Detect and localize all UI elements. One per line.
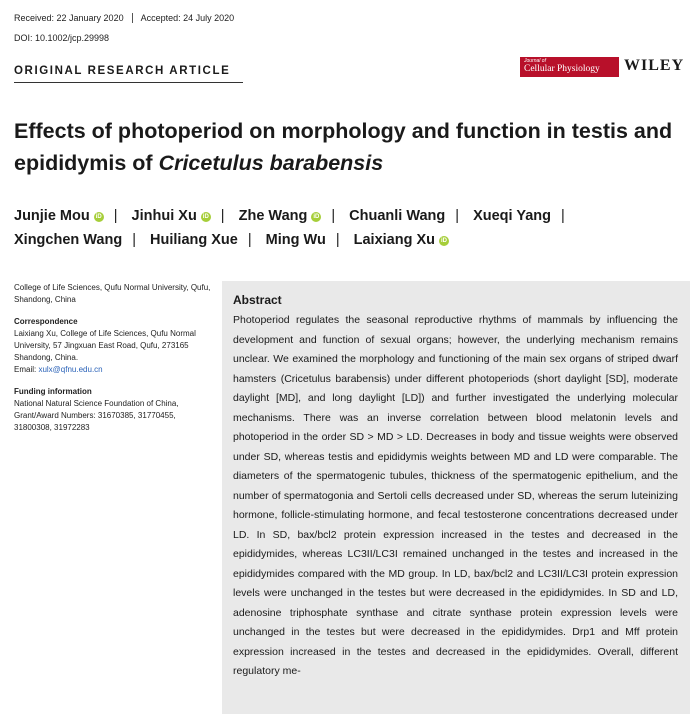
funding-heading: Funding information xyxy=(14,387,92,396)
author[interactable] xyxy=(14,208,104,224)
correspondence xyxy=(14,316,214,376)
author-name[interactable]: Junjie Mou xyxy=(14,208,90,224)
author-name[interactable]: Xingchen Wang xyxy=(14,232,123,248)
author-name[interactable]: Laixiang Xu xyxy=(353,232,436,248)
article-type-underline xyxy=(14,82,243,83)
author-name[interactable]: Jinhui Xu xyxy=(131,208,197,224)
abstract-text: Photoperiod regulates the seasonal reproductive rhythms of mammals by influencing the development and function of sexual organs; however, the underlying mechanism remains unclear. We examined the morphology and functioning of the main sex organs of striped dwarf hamsters (Cricetulus barabensis) under different photoperiods (short daylight [SD], moderate daylight [MD], and long daylight [LD]) and further investigated the underlying molecular mechanisms. There was an inverse correlation between blood melatonin levels and photoperiod in the order SD > MD > LD. Decreases in body and tissue weights were observed under SD, whereas testis and epididymis weights between MD and LD were comparable. The diameters of the spermatogenic tubules, thickness of the spermatogenic epithelium, and the number of spermatogonia and Sertoli cells decreased under SD, whereas the serum luteinizing hormone, follicle-stimulating hormone, and fecal testosterone concentrations decreased under LD. In SD, bax/bcl2 protein expression increased in the testes and decreased in the epididymides, whereas LC3II/LC3I remained unchanged in the testes and increased in the epididymides compared with the MD group. In LD, bax/bcl2 and LC3II/LC3I protein expression levels were unchanged in the testes but were decreased in the epididymides. In SD and LD, adenosine triphosphate synthase and citrate synthase protein expression levels were unchanged in the testes but were decreased in the epididymides. Drp1 and Mff protein expression increased in the testes and decreased in the epididymides. Overall, different regulatory me- xyxy=(233,314,678,677)
title-species: Cricetulus barabensis xyxy=(158,151,384,175)
funding-text: National Natural Science Foundation of China, Grant/Award Numbers: 31670385, 31770455, 31800308, 31972283 xyxy=(14,399,179,432)
doi[interactable]: DOI: 10.1002/jcp.29998 xyxy=(14,33,110,43)
author[interactable] xyxy=(14,232,122,248)
email-link[interactable]: xulx@qfnu.edu.cn xyxy=(38,365,103,374)
orcid-icon[interactable]: iD xyxy=(313,214,320,220)
date-divider xyxy=(132,13,133,23)
author-separator: | xyxy=(331,208,336,224)
author[interactable] xyxy=(354,232,449,248)
author-separator: | xyxy=(113,208,118,224)
abstract-panel xyxy=(222,281,690,714)
author[interactable] xyxy=(239,208,322,224)
author-separator: | xyxy=(455,208,460,224)
author-name[interactable]: Zhe Wang xyxy=(238,208,308,224)
article-type: ORIGINAL RESEARCH ARTICLE xyxy=(14,65,231,77)
journal-name: Cellular Physiology xyxy=(524,64,600,74)
author[interactable] xyxy=(473,208,551,224)
journal-logo[interactable] xyxy=(520,57,619,77)
author-separator: | xyxy=(220,208,225,224)
author-name[interactable]: Huiliang Xue xyxy=(150,232,238,248)
affiliation: College of Life Sciences, Qufu Normal University, Qufu, Shandong, China xyxy=(14,283,211,304)
author-separator: | xyxy=(132,232,136,248)
orcid-icon[interactable]: iD xyxy=(202,214,209,220)
author-name[interactable]: Ming Wu xyxy=(265,232,326,248)
article-title xyxy=(14,115,684,179)
author-separator: | xyxy=(561,208,565,224)
author-name[interactable]: Xueqi Yang xyxy=(473,208,551,224)
article-info-sidebar xyxy=(14,282,214,444)
journal-of-label: Journal of xyxy=(524,58,546,64)
correspondence-email-line xyxy=(14,364,214,376)
orcid-icon[interactable]: iD xyxy=(441,238,448,244)
funding xyxy=(14,386,214,434)
abstract-heading: Abstract xyxy=(233,293,282,307)
publication-dates xyxy=(14,11,234,25)
author-separator: | xyxy=(247,232,252,248)
author-list xyxy=(14,204,684,252)
author[interactable] xyxy=(150,232,238,248)
received-date: Received: 22 January 2020 xyxy=(14,13,124,23)
orcid-icon[interactable]: iD xyxy=(95,214,102,220)
author[interactable] xyxy=(132,208,211,224)
correspondence-text: Laixiang Xu, College of Life Sciences, Qufu Normal University, 57 Jingxuan East Road, Qufu, 273165 Shandong, China. xyxy=(14,329,196,362)
publisher-logo[interactable]: WILEY xyxy=(624,57,685,74)
accepted-date: Accepted: 24 July 2020 xyxy=(140,13,235,23)
author-name[interactable]: Chuanli Wang xyxy=(349,208,446,224)
author-separator: | xyxy=(335,232,340,248)
author[interactable] xyxy=(266,232,326,248)
title-main: Effects of photoperiod on morphology and function in testis and epididymis of xyxy=(14,119,673,175)
author[interactable] xyxy=(349,208,445,224)
email-label: Email: xyxy=(14,365,39,374)
correspondence-heading: Correspondence xyxy=(14,317,78,326)
